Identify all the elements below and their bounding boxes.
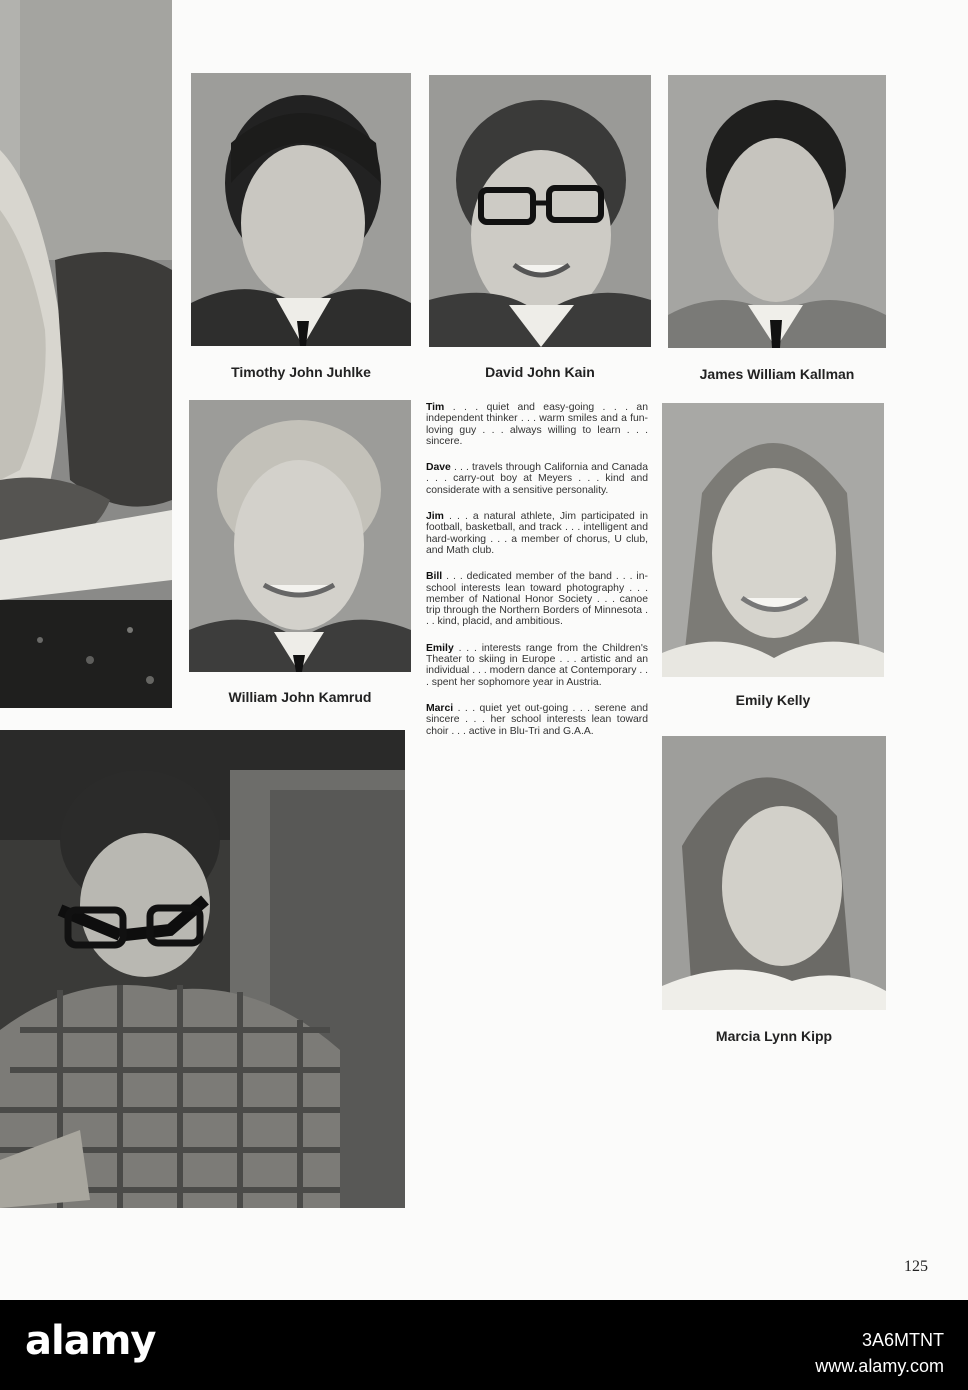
- student-name-timothy: Timothy John Juhlke: [231, 364, 371, 380]
- portrait-david: [429, 75, 651, 347]
- student-name-marcia: Marcia Lynn Kipp: [715, 1028, 833, 1044]
- bio-text: . . . interests range from the Children's Theater to skiing in Europe . . . artistic and an individual . . . modern dance at Contemporary . . . spent her sophomore year in Austria.: [426, 642, 648, 688]
- candid-photo-girl: [0, 0, 172, 708]
- bio-dave: [426, 462, 648, 496]
- student-name-emily: Emily Kelly: [735, 692, 811, 708]
- bio-nickname: Marci: [426, 702, 454, 714]
- bio-column: [426, 402, 648, 752]
- page-number: 125: [904, 1258, 928, 1275]
- portrait-timothy: [191, 73, 411, 346]
- bio-text: . . . a natural athlete, Jim participated in football, basketball, and track . . . intelligent and hard-working . . . a member of chorus, U club, and Math club.: [426, 511, 648, 556]
- bio-text: . . . dedicated member of the band . . . in-school interests lean toward photography . . . member of National Honor Society . . . canoe trip through the Northern Borders of Minnesota . . . kind, placid, and ambitious.: [426, 571, 648, 628]
- brand-logo: alamy: [25, 1318, 156, 1364]
- student-name-william: William John Kamrud: [228, 689, 372, 705]
- bio-nickname: Dave: [426, 462, 451, 474]
- bio-emily: [426, 643, 648, 688]
- bio-nickname: Bill: [426, 571, 443, 583]
- bio-nickname: Jim: [426, 511, 444, 523]
- bio-text: . . . quiet yet out-going . . . serene and sincere . . . her school interests lean toward choir . . . active in Blu-Tri and G.A.A.: [426, 702, 648, 737]
- site-url: www.alamy.com: [815, 1356, 944, 1376]
- bio-marci: [426, 703, 648, 737]
- image-id: 3A6MTNT: [861, 1330, 944, 1350]
- bio-text: . . . travels through California and Canada . . . carry-out boy at Meyers . . . kind and considerate with a sensitive personality.: [426, 462, 648, 496]
- portrait-marcia: [662, 736, 886, 1010]
- portrait-james: [668, 75, 886, 348]
- student-name-david: David John Kain: [485, 364, 595, 380]
- portrait-william: [189, 400, 411, 672]
- student-name-james: James William Kallman: [699, 366, 855, 382]
- bio-tim: [426, 402, 648, 447]
- bio-jim: [426, 511, 648, 556]
- bio-bill: [426, 571, 648, 627]
- bio-text: . . . quiet and easy-going . . . an independent thinker . . . warm smiles and a fun-loving guy . . . always willing to learn . . . sincere.: [426, 402, 648, 447]
- bio-nickname: Tim: [426, 402, 445, 413]
- candid-photo-boy-glasses: [0, 730, 405, 1208]
- footer-info: [815, 1327, 944, 1379]
- portrait-emily: [662, 403, 884, 677]
- bio-nickname: Emily: [426, 642, 454, 654]
